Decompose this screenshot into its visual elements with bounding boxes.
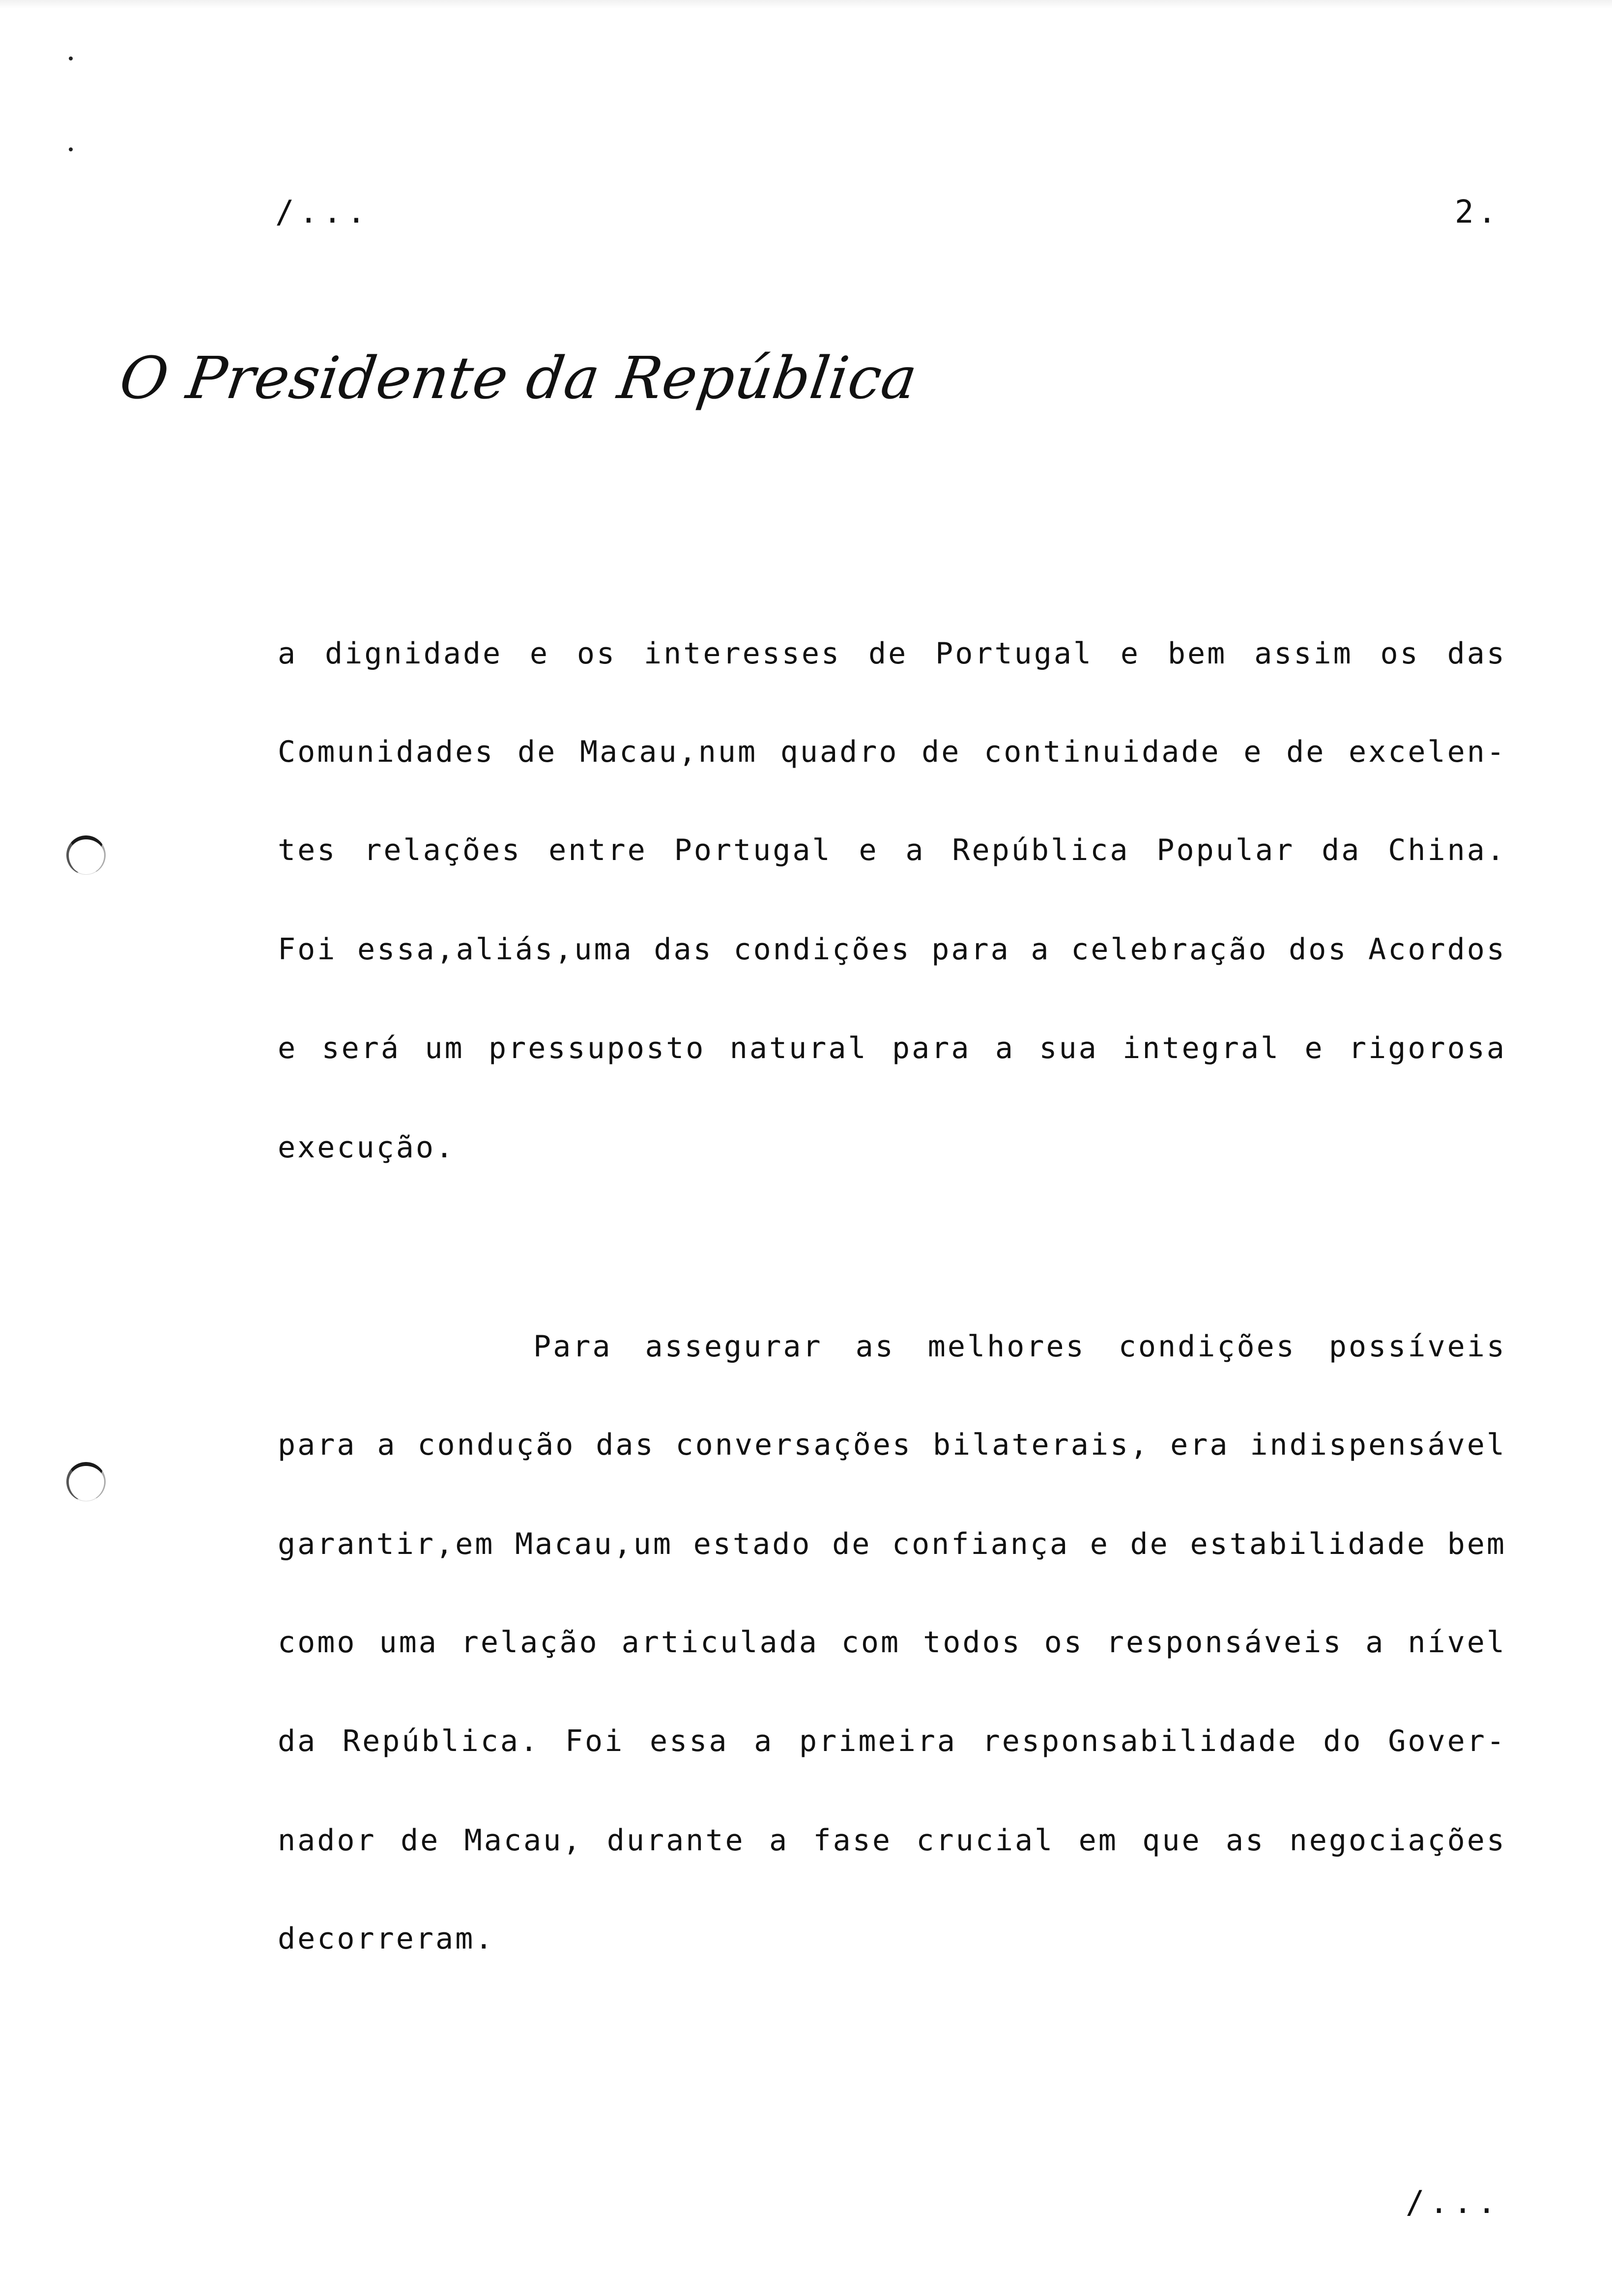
punch-hole xyxy=(66,1462,106,1501)
punch-hole xyxy=(66,835,106,875)
scan-speck xyxy=(69,147,73,151)
paragraph-1-line: execução. xyxy=(278,1130,456,1165)
continuation-mark-bottom: /... xyxy=(1406,2184,1501,2221)
continuation-mark-top: /... xyxy=(275,194,371,230)
paragraph-2-line: nador de Macau, durante a fase crucial em que as negociações xyxy=(278,1823,1506,1858)
scan-speck xyxy=(69,57,73,60)
paragraph-2-line: decorreram. xyxy=(278,1922,495,1956)
paragraph-2-line: para a condução das conversações bilaterais, era indispensável xyxy=(278,1428,1506,1462)
paragraph-1-line: Foi essa,aliás,uma das condições para a celebração dos Acordos xyxy=(278,932,1506,967)
scan-edge xyxy=(0,0,1612,9)
paragraph-1-line: Comunidades de Macau,num quadro de continuidade e de excelen- xyxy=(278,735,1506,769)
paragraph-2-line: da República. Foi essa a primeira responsabilidade do Gover- xyxy=(278,1724,1506,1758)
paragraph-2-line: Para assegurar as melhores condições possíveis xyxy=(533,1329,1506,1364)
paragraph-1-line: tes relações entre Portugal e a República Popular da China. xyxy=(278,833,1506,867)
letterhead-title: O Presidente da República xyxy=(115,344,922,412)
paragraph-2-line: como uma relação articulada com todos os responsáveis a nível xyxy=(278,1625,1506,1660)
page-number: 2. xyxy=(1455,194,1501,230)
paragraph-2-line: garantir,em Macau,um estado de confiança e de estabilidade bem xyxy=(278,1527,1506,1561)
paragraph-1-line: a dignidade e os interesses de Portugal e bem assim os das xyxy=(278,636,1506,671)
paragraph-1-line: e será um pressuposto natural para a sua integral e rigorosa xyxy=(278,1031,1506,1065)
